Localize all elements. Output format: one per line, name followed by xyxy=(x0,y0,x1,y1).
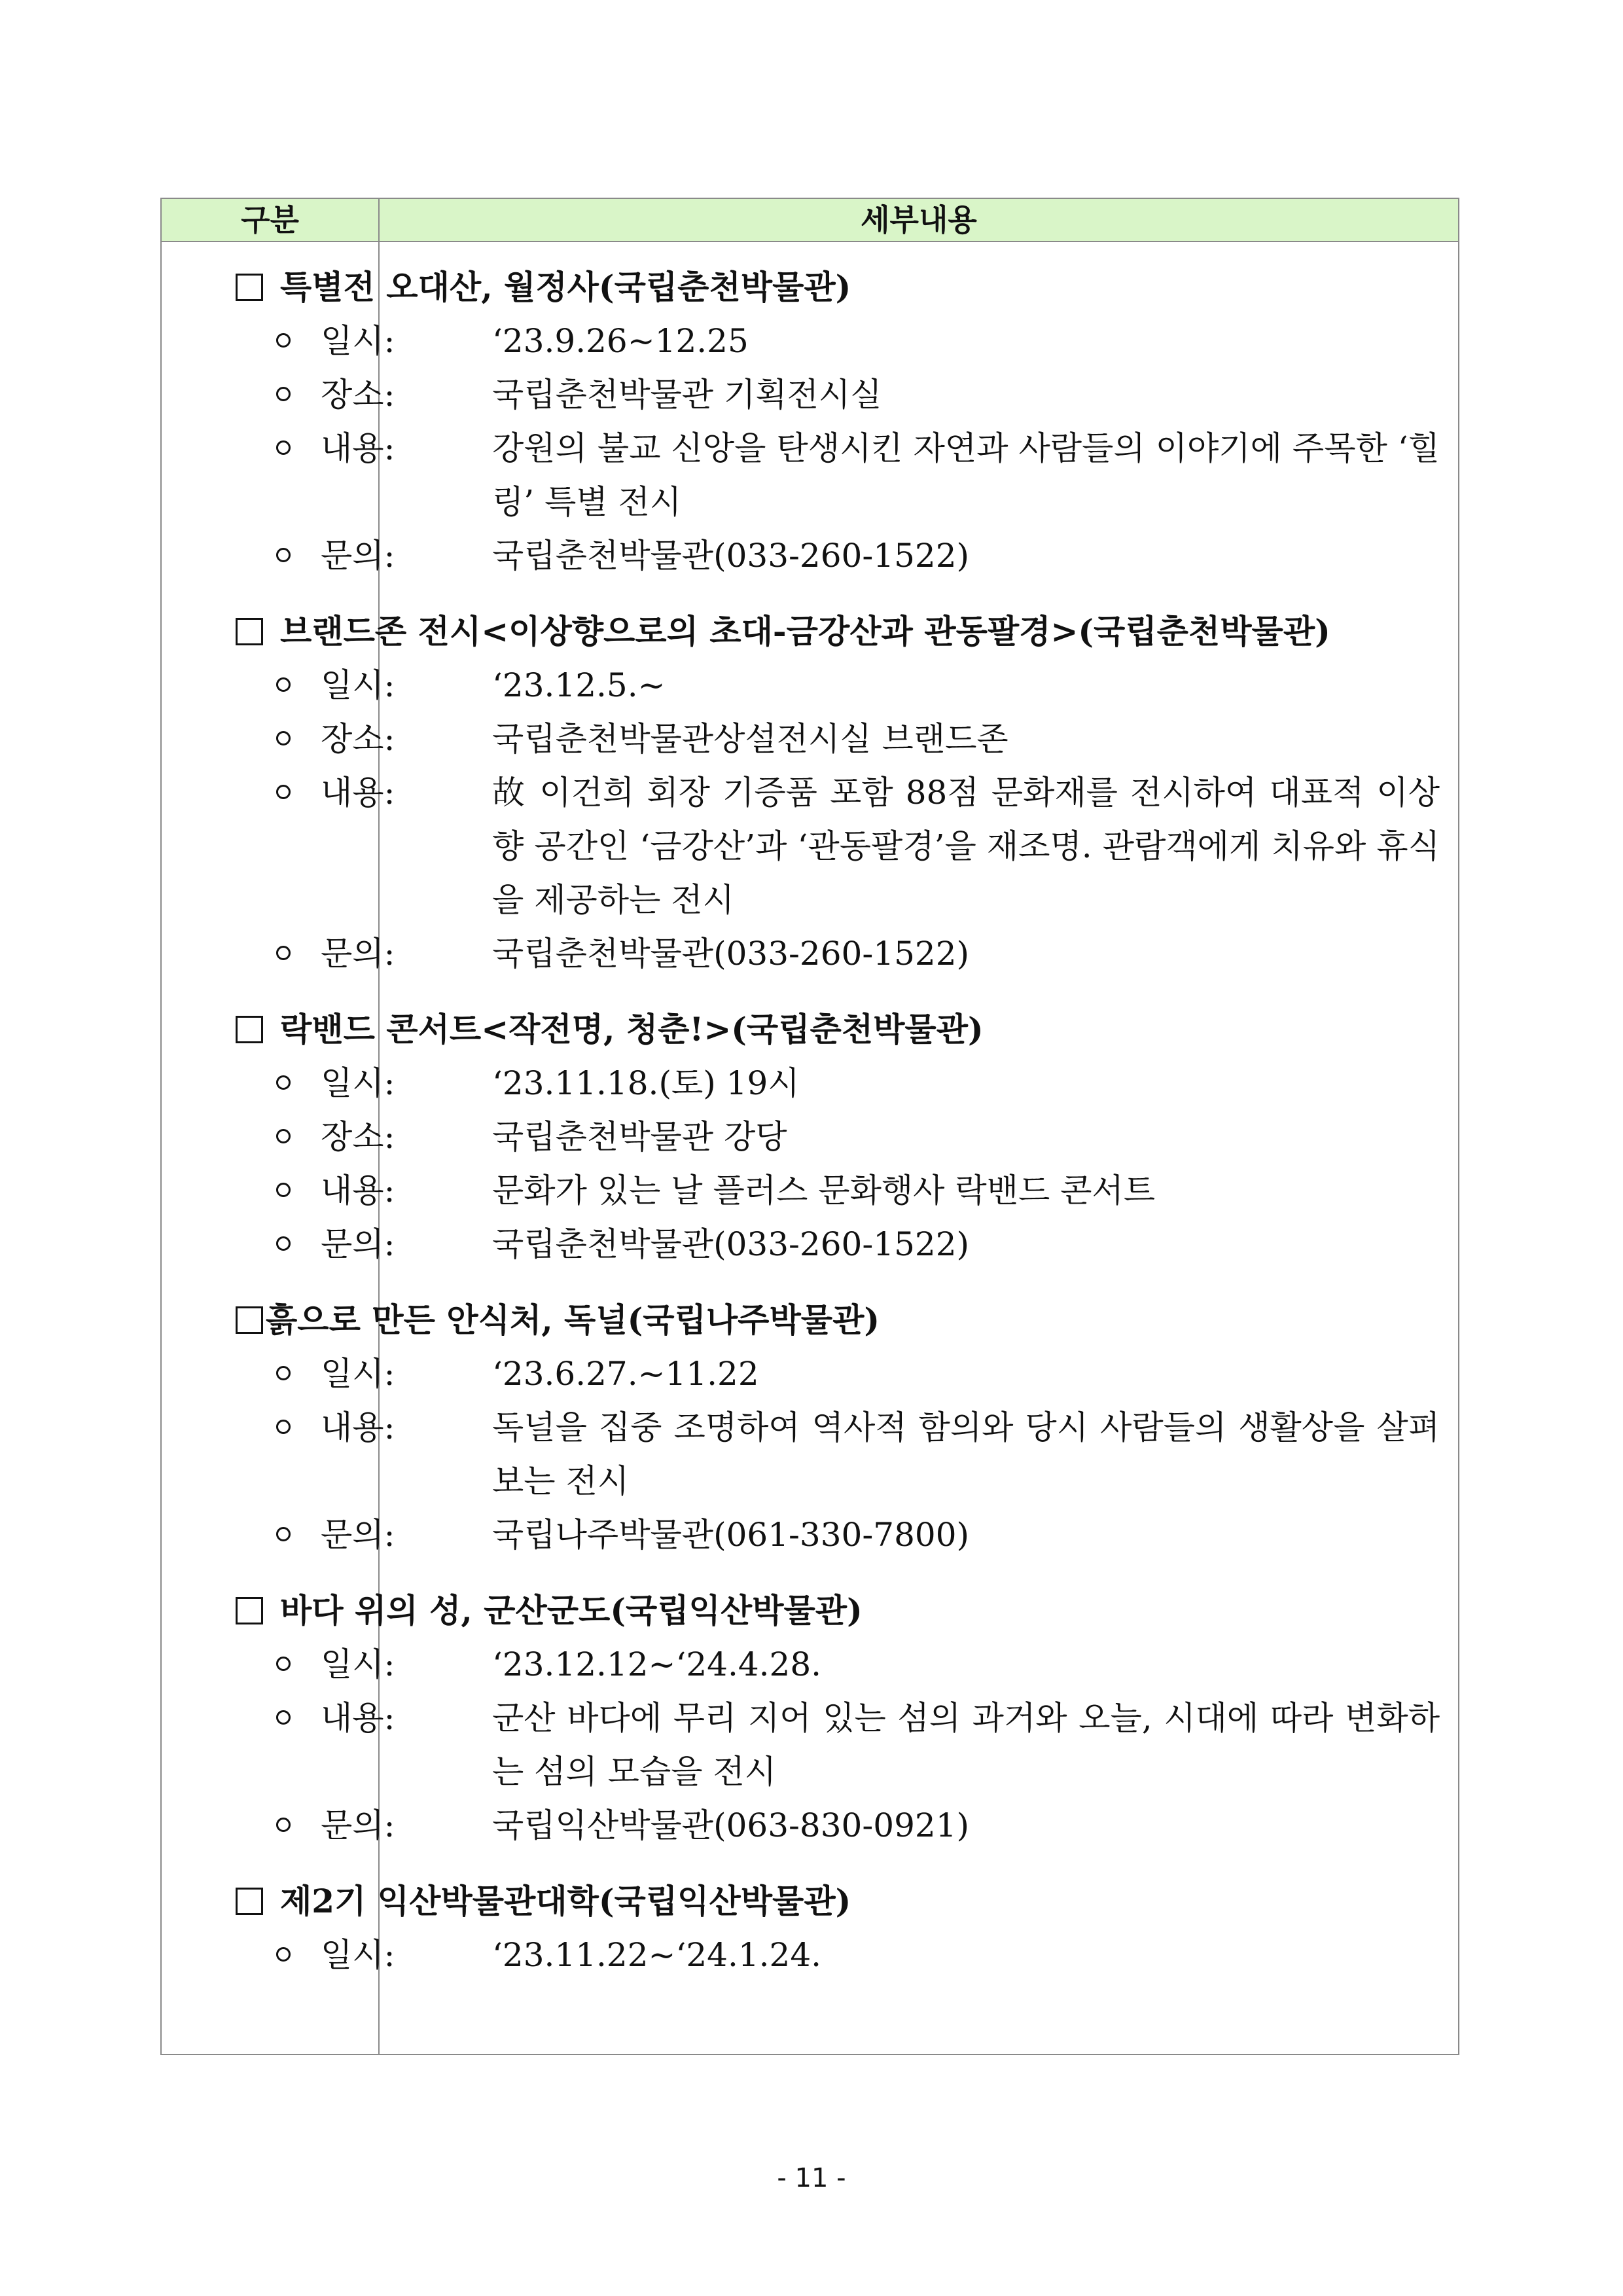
list-item xyxy=(236,314,1440,368)
item-label: 내용: xyxy=(321,774,395,812)
circle-bullet-icon xyxy=(276,1527,291,1541)
section-special-exhibition xyxy=(236,260,1440,583)
item-label: 문의: xyxy=(321,1516,395,1554)
page-number: - 11 - xyxy=(777,2163,846,2193)
item-value: 국립춘천박물관(033-260-1522) xyxy=(492,935,970,973)
item-value: ‘23.9.26~12.25 xyxy=(492,322,749,360)
header-details: 세부내용 xyxy=(861,202,977,238)
circle-bullet-icon xyxy=(276,731,291,745)
item-label: 문의: xyxy=(321,537,395,575)
list-item xyxy=(236,1056,1440,1110)
item-value: 문화가 있는 날 플러스 문화행사 락밴드 콘서트 xyxy=(492,1172,1156,1210)
list-item xyxy=(236,422,1440,529)
details-content xyxy=(236,260,1440,1982)
item-label: 일시: xyxy=(321,1064,395,1102)
list-item xyxy=(236,658,1440,712)
list-item xyxy=(236,1691,1440,1799)
item-value: ‘23.12.5.~ xyxy=(492,666,666,704)
circle-bullet-icon xyxy=(276,1183,291,1197)
item-label: 일시: xyxy=(321,1645,395,1683)
list-item xyxy=(236,1928,1440,1982)
checkbox-square-icon xyxy=(236,1306,263,1334)
item-value: 국립익산박물관(063-830-0921) xyxy=(492,1806,970,1844)
circle-bullet-icon xyxy=(276,1947,291,1962)
circle-bullet-icon xyxy=(276,1818,291,1832)
checkbox-square-icon xyxy=(236,618,263,645)
list-item xyxy=(236,1508,1440,1562)
item-label: 문의: xyxy=(321,1806,395,1844)
section-title: 락밴드 콘서트<작전명, 청춘!>(국립춘천박물관) xyxy=(236,1003,1440,1056)
item-label: 내용: xyxy=(321,1172,395,1210)
section-rock-band-concert xyxy=(236,1003,1440,1271)
circle-bullet-icon xyxy=(276,1657,291,1671)
item-value: 국립춘천박물관상설전시실 브랜드존 xyxy=(492,720,1008,758)
section-title: 브랜드존 전시<이상향으로의 초대-금강산과 관동팔경>(국립춘천박물관) xyxy=(236,605,1440,658)
item-label: 문의: xyxy=(321,935,395,973)
section-title: 특별전 오대산, 월정사(국립춘천박물관) xyxy=(236,260,1440,314)
section-gunsan-islands-exhibition xyxy=(236,1584,1440,1852)
checkbox-square-icon xyxy=(236,1597,263,1624)
circle-bullet-icon xyxy=(276,1420,291,1434)
item-value: ‘23.11.18.(토) 19시 xyxy=(492,1064,800,1102)
item-label: 내용: xyxy=(321,1408,395,1446)
item-value: 故 이건희 회장 기증품 포함 88점 문화재를 전시하여 대표적 이상향 공간인 ‘금강산’과 ‘관동팔경’을 재조명. 관람객에게 치유와 휴식을 제공하는 전시 xyxy=(492,774,1440,919)
section-title: 흙으로 만든 안식처, 독널(국립나주박물관) xyxy=(236,1293,1440,1347)
item-label: 내용: xyxy=(321,1699,395,1737)
item-label: 일시: xyxy=(321,1355,395,1393)
section-title: 제2기 익산박물관대학(국립익산박물관) xyxy=(236,1874,1440,1928)
item-value: ‘23.12.12~‘24.4.28. xyxy=(492,1645,822,1683)
circle-bullet-icon xyxy=(276,387,291,401)
item-label: 내용: xyxy=(321,429,395,467)
list-item xyxy=(236,1110,1440,1164)
item-value: 국립춘천박물관(033-260-1522) xyxy=(492,537,970,575)
item-label: 장소: xyxy=(321,1118,395,1156)
list-item xyxy=(236,927,1440,980)
section-museum-college xyxy=(236,1874,1440,1982)
item-label: 일시: xyxy=(321,322,395,360)
table-header-row xyxy=(162,199,1458,242)
item-value: ‘23.11.22~‘24.1.24. xyxy=(492,1936,822,1974)
list-item xyxy=(236,1401,1440,1508)
list-item xyxy=(236,1164,1440,1217)
item-value: 국립춘천박물관 기획전시실 xyxy=(492,376,882,414)
item-value: 국립춘천박물관 강당 xyxy=(492,1118,787,1156)
circle-bullet-icon xyxy=(276,677,291,692)
section-dokneol-exhibition xyxy=(236,1293,1440,1562)
item-label: 문의: xyxy=(321,1225,395,1263)
item-label: 장소: xyxy=(321,720,395,758)
item-value: 국립나주박물관(061-330-7800) xyxy=(492,1516,970,1554)
circle-bullet-icon xyxy=(276,440,291,455)
item-label: 장소: xyxy=(321,376,395,414)
circle-bullet-icon xyxy=(276,1075,291,1090)
item-label: 일시: xyxy=(321,1936,395,1974)
list-item xyxy=(236,712,1440,766)
list-item xyxy=(236,1799,1440,1852)
list-item xyxy=(236,1638,1440,1691)
item-label: 일시: xyxy=(321,666,395,704)
section-brand-zone-exhibition xyxy=(236,605,1440,980)
list-item xyxy=(236,766,1440,927)
item-value: 강원의 불교 신앙을 탄생시킨 자연과 사람들의 이야기에 주목한 ‘힐링’ 특별 전시 xyxy=(492,429,1440,521)
header-category: 구분 xyxy=(241,202,299,238)
item-value: 국립춘천박물관(033-260-1522) xyxy=(492,1225,970,1263)
list-item xyxy=(236,368,1440,422)
circle-bullet-icon xyxy=(276,1129,291,1143)
circle-bullet-icon xyxy=(276,1710,291,1725)
section-title: 바다 위의 성, 군산군도(국립익산박물관) xyxy=(236,1584,1440,1638)
checkbox-square-icon xyxy=(236,1888,263,1915)
checkbox-square-icon xyxy=(236,274,263,301)
circle-bullet-icon xyxy=(276,1236,291,1251)
list-item xyxy=(236,529,1440,583)
list-item xyxy=(236,1347,1440,1401)
item-value: 군산 바다에 무리 지어 있는 섬의 과거와 오늘, 시대에 따라 변화하는 섬의 모습을 전시 xyxy=(492,1699,1440,1791)
checkbox-square-icon xyxy=(236,1016,263,1043)
circle-bullet-icon xyxy=(276,1366,291,1380)
list-item xyxy=(236,1217,1440,1271)
circle-bullet-icon xyxy=(276,785,291,799)
circle-bullet-icon xyxy=(276,548,291,562)
item-value: 독널을 집중 조명하여 역사적 함의와 당시 사람들의 생활상을 살펴보는 전시 xyxy=(492,1408,1440,1500)
circle-bullet-icon xyxy=(276,333,291,348)
circle-bullet-icon xyxy=(276,946,291,960)
item-value: ‘23.6.27.~11.22 xyxy=(492,1355,759,1393)
